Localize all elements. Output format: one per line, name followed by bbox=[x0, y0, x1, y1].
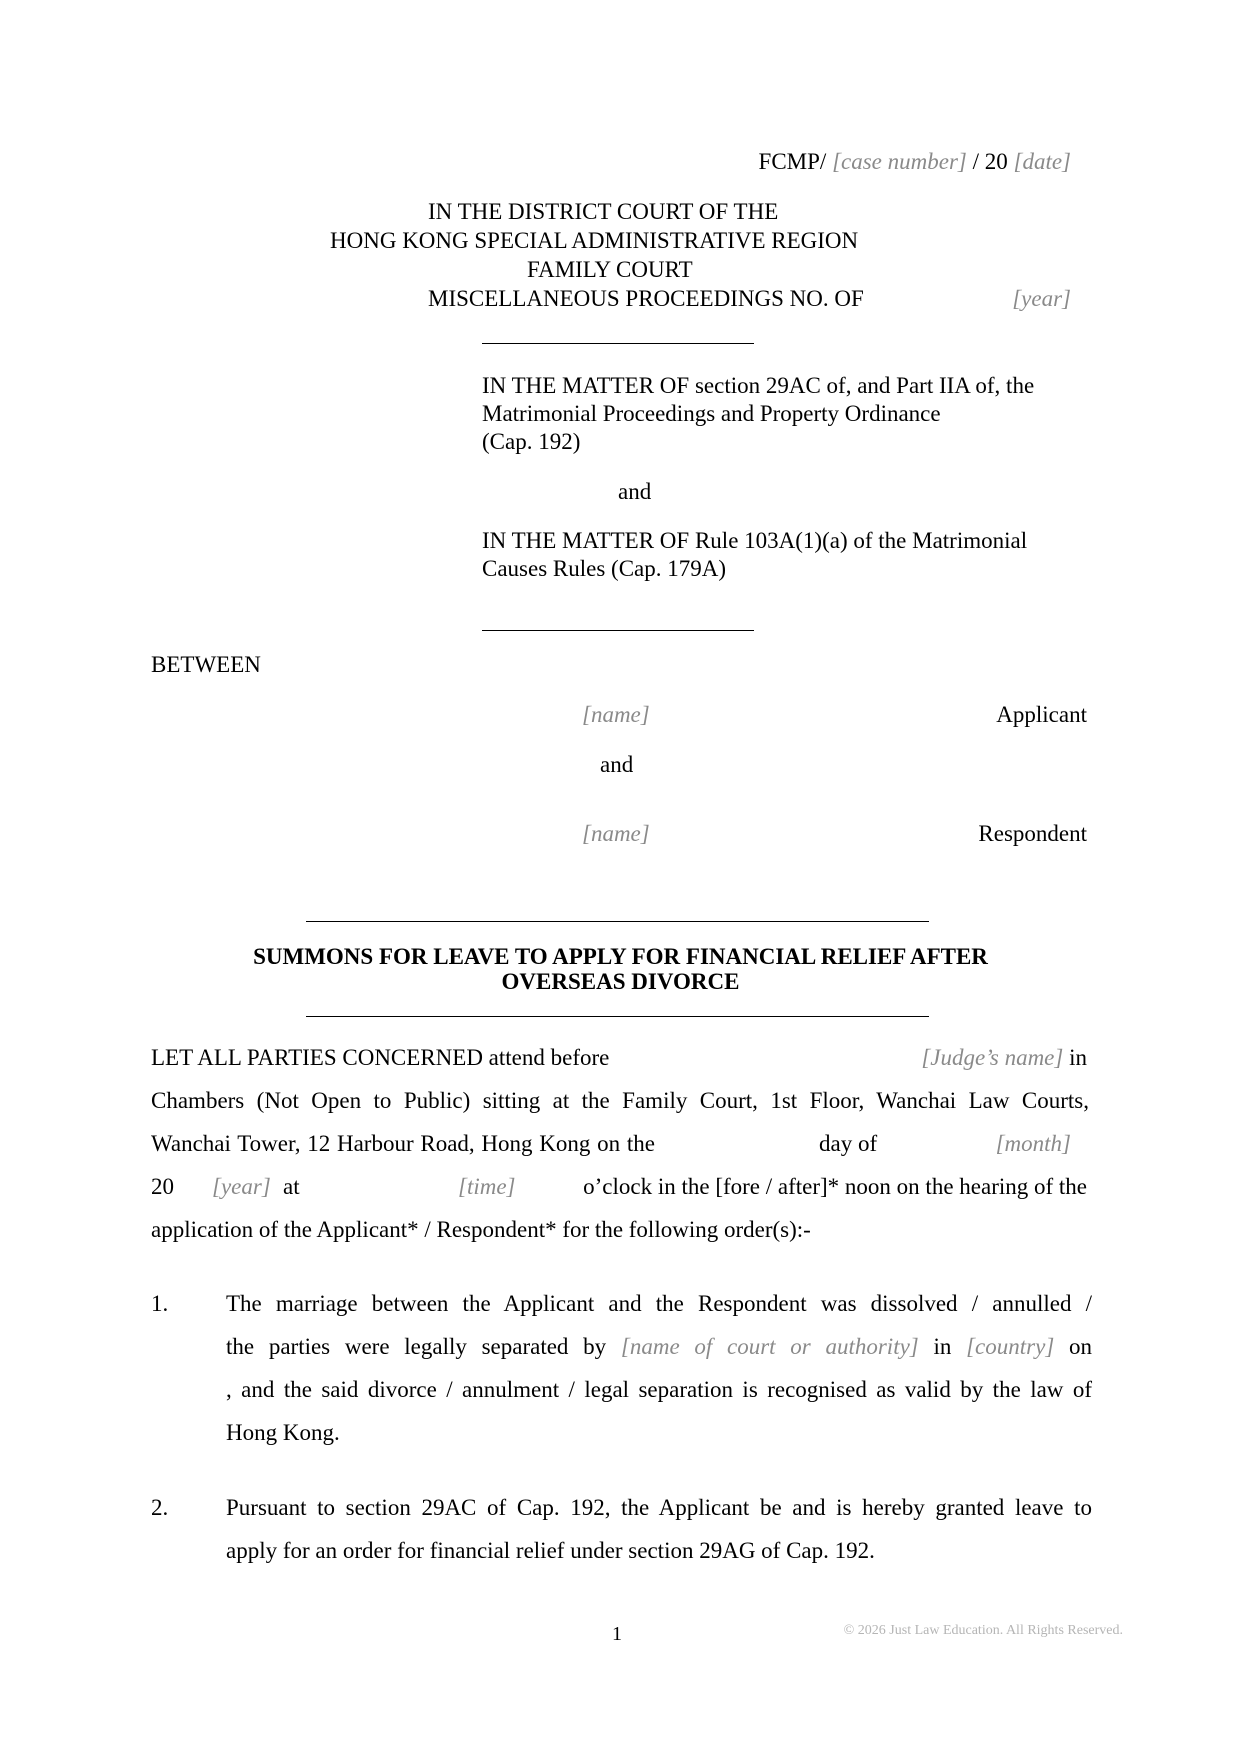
item-1-line-2 bbox=[226, 1333, 1092, 1361]
body-line-4-end: o’clock in the [fore / after]* noon on the hearing of the bbox=[583, 1174, 1087, 1199]
applicant-role: Applicant bbox=[996, 702, 1087, 727]
title-line-1: SUMMONS FOR LEAVE TO APPLY FOR FINANCIAL RELIEF AFTER bbox=[253, 944, 988, 969]
matters-and: and bbox=[618, 479, 652, 504]
court-line-4: MISCELLANEOUS PROCEEDINGS NO. OF bbox=[428, 286, 864, 311]
title-line-2: OVERSEAS DIVORCE bbox=[501, 969, 740, 994]
body-line-4-at: at bbox=[283, 1174, 300, 1199]
item-1-number: 1. bbox=[151, 1291, 169, 1316]
body-line-5: application of the Applicant* / Respondent* for the following order(s):- bbox=[151, 1217, 811, 1242]
item-2-line-2: apply for an order for financial relief under section 29AG of Cap. 192. bbox=[226, 1538, 875, 1563]
country-placeholder: [country] bbox=[966, 1334, 1055, 1359]
matter-1-line-2: Matrimonial Proceedings and Property Ordinance bbox=[482, 401, 941, 426]
page-number: 1 bbox=[612, 1623, 622, 1645]
court-line-2: HONG KONG SPECIAL ADMINISTRATIVE REGION bbox=[330, 228, 859, 253]
title-bottom-rule bbox=[306, 1016, 929, 1017]
body-line-3-start: Wanchai Tower, 12 Harbour Road, Hong Kong on the bbox=[151, 1131, 655, 1156]
case-prefix: FCMP/ bbox=[758, 149, 827, 174]
item-2-number: 2. bbox=[151, 1495, 169, 1520]
item-1-in: in bbox=[933, 1334, 952, 1359]
case-separator: / 20 bbox=[972, 149, 1008, 174]
case-number-placeholder: [case number] bbox=[832, 149, 967, 174]
title-top-rule bbox=[306, 921, 929, 922]
document-title bbox=[150, 944, 1091, 994]
court-year-placeholder: [year] bbox=[1012, 286, 1071, 311]
court-line-3: FAMILY COURT bbox=[527, 257, 693, 282]
item-1-line-2-start: the parties were legally separated by bbox=[226, 1334, 607, 1359]
item-1-line-3: , and the said divorce / annulment / legal separation is recognised as valid by the law of bbox=[226, 1377, 1092, 1402]
copyright-notice: © 2026 Just Law Education. All Rights Reserved. bbox=[843, 1623, 1123, 1638]
item-1-line-1: The marriage between the Applicant and the Respondent was dissolved / annulled / bbox=[226, 1291, 1092, 1316]
body-line-2: Chambers (Not Open to Public) sitting at the Family Court, 1st Floor, Wanchai Law Courts, bbox=[151, 1088, 1089, 1113]
divider-rule bbox=[482, 343, 754, 344]
item-1-on: on bbox=[1069, 1334, 1093, 1359]
year-placeholder: [year] bbox=[212, 1174, 271, 1199]
month-placeholder: [month] bbox=[995, 1131, 1071, 1156]
respondent-name-placeholder: [name] bbox=[582, 821, 650, 846]
respondent-role: Respondent bbox=[978, 821, 1087, 846]
case-date-placeholder: [date] bbox=[1013, 149, 1071, 174]
body-line-3-day-of: day of bbox=[819, 1131, 878, 1156]
judge-name-placeholder: [Judge’s name] bbox=[921, 1045, 1064, 1070]
matter-1-line-1: IN THE MATTER OF section 29AC of, and Part IIA of, the bbox=[482, 373, 1035, 398]
case-number-header bbox=[759, 148, 1071, 176]
matter-1-line-3: (Cap. 192) bbox=[482, 429, 581, 454]
item-2-line-1: Pursuant to section 29AC of Cap. 192, the Applicant be and is hereby granted leave to bbox=[226, 1495, 1092, 1520]
applicant-name-placeholder: [name] bbox=[582, 702, 650, 727]
body-line-4-twenty: 20 bbox=[151, 1174, 174, 1199]
court-authority-placeholder: [name of court or authority] bbox=[620, 1334, 919, 1359]
body-line-1-end bbox=[921, 1044, 1087, 1072]
time-placeholder: [time] bbox=[458, 1174, 516, 1199]
item-1-line-4: Hong Kong. bbox=[226, 1420, 340, 1445]
divider-rule bbox=[482, 630, 754, 631]
matter-2-line-1: IN THE MATTER OF Rule 103A(1)(a) of the Matrimonial bbox=[482, 528, 1028, 553]
body-line-1-in: in bbox=[1069, 1045, 1087, 1070]
matter-2-line-2: Causes Rules (Cap. 179A) bbox=[482, 556, 727, 581]
parties-and: and bbox=[600, 752, 634, 777]
court-line-1: IN THE DISTRICT COURT OF THE bbox=[428, 199, 779, 224]
body-line-1-start: LET ALL PARTIES CONCERNED attend before bbox=[151, 1045, 610, 1070]
between-label: BETWEEN bbox=[151, 652, 261, 677]
